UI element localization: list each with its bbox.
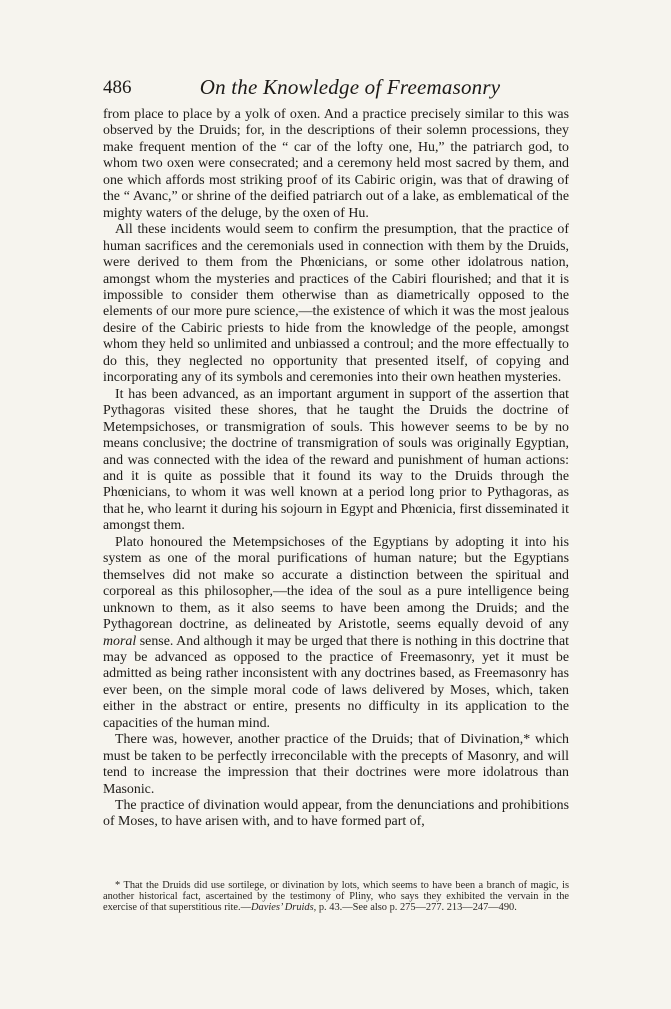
- paragraph-6: The practice of divination would appear, from the denunciations and prohibitions of Moses, to have arisen with, and to have formed part of,: [103, 798, 569, 830]
- paragraph-4-text-b: sense. And although it may be urged that there is nothing in this doctrine that may be advanced as opposed to the practice of Freemasonry, yet it must be admitted as being rather inconsistent with any doctrines based, as Freemasonry has ever been, on the simple moral code of laws delivered by Moses, which, taken either in the abstract or entire, presents no difficulty in its application to the capacities of the human mind.: [103, 633, 569, 731]
- paragraph-1: from place to place by a yolk of oxen. And a practice precisely similar to this was observed by the Druids; for, in the descriptions of their solemn processions, they make frequent mention of the “ car of the lofty one, Hu,” the patriarch god, to whom two oxen were consecrated; and a ceremony held most sacred by them, and one which affords most striking proof of its Cabiric origin, was that of drawing of the “ Avanc,” or shrine of the deified patriarch out of a lake, as emblematical of the mighty waters of the deluge, by the oxen of Hu.: [103, 107, 569, 221]
- footnote-citation: Davies’ Druids,: [251, 902, 317, 914]
- footnote-text: [103, 880, 569, 914]
- page-header: [103, 73, 569, 99]
- paragraph-2: All these incidents would seem to confirm the presumption, that the practice of human sacrifices and the ceremonials used in connection with them by the Druids, were derived to them from the Phœnicians, or some other idolatrous nation, amongst whom the mysteries and practices of the Cabiri flourished; and that it is impossible to consider them otherwise than as diametrically opposed to the elements of our more pure science,—the existence of which it was the most jealous desire of the Cabiric priests to hide from the knowledge of the people, amongst whom they held so unlimited and unbiassed a controul; and the more effectually to do this, they neglected no opportunity that presented itself, of copying and incorporating any of its symbols and ceremonies into their own heathen mysteries.: [103, 222, 569, 386]
- footnote-text-b: p. 43.—See also p. 275—277. 213—247—490.: [316, 902, 517, 914]
- paragraph-4: [103, 535, 569, 732]
- paragraph-4-text-a: Plato honoured the Metempsichoses of the Egyptians by adopting it into his system as one of the moral purifications of human nature; but the Egyptians themselves did not make so accurate a distinction between the spiritual and corporeal as this philosopher,—the idea of the soul as a pure intelligence being unknown to them, as it also seems to have been among the Druids; and the Pythagorean doctrine, as delineated by Aristotle, seems equally devoid of any: [103, 534, 569, 633]
- italic-word: moral: [103, 633, 137, 649]
- footnote-text-a: * That the Druids did use sortilege, or divination by lots, which seems to have been a branch of magic, is another historical fact, ascertained by the testimony of Pliny, who says they exhibited the vervain in the exercise of that superstitious rite.—: [103, 880, 569, 914]
- paragraph-5: There was, however, another practice of the Druids; that of Divination,* which must be taken to be perfectly irreconcilable with the precepts of Masonry, and will tend to increase the impression that their doctrines were more idolatrous than Masonic.: [103, 732, 569, 797]
- running-title: On the Knowledge of Freemasonry: [199, 75, 501, 99]
- body-text: [103, 107, 569, 831]
- paragraph-3: It has been advanced, as an important argument in support of the assertion that Pythagoras visited these shores, that he taught the Druids the doctrine of Metempsichoses, or transmigration of souls. This however seems to be by no means conclusive; the doctrine of transmigration of souls was originally Egyptian, and was connected with the idea of the reward and punishment of human actions: and it is quite as possible that it found its way to the Druids through the Phœnicians, to whom it was well known at a period long prior to Pythagoras, as that he, who learnt it during his sojourn in Egypt and Phœnicia, first disseminated it amongst them.: [103, 386, 569, 534]
- footnote: [103, 880, 569, 914]
- page-number: 486: [103, 77, 132, 98]
